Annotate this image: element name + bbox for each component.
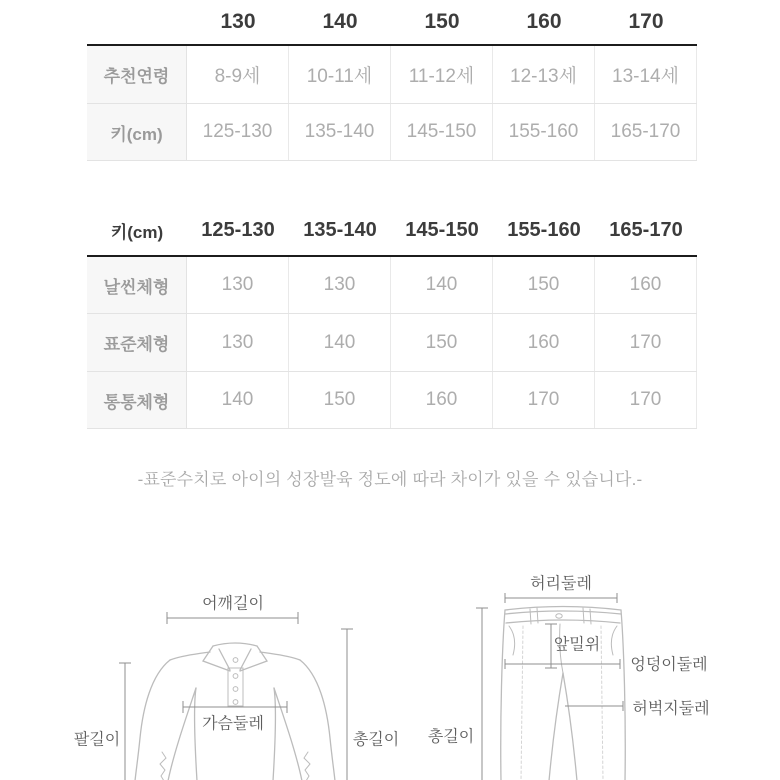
body-type-table-cell: 140 (289, 314, 391, 371)
size-age-table-cell: 135-140 (289, 104, 391, 160)
body-type-table-row-label: 표준체형 (87, 314, 187, 371)
body-type-table-column-header: 125-130 (201, 218, 275, 241)
shirt-chest-label: 가슴둘레 (202, 715, 264, 733)
body-type-table-row (87, 257, 697, 314)
measurement-lines (119, 593, 623, 780)
shirt-arm-label: 팔길이 (73, 731, 121, 749)
size-age-table-body (87, 44, 697, 161)
body-type-table-cell: 140 (187, 372, 289, 428)
size-age-table-cell: 165-170 (595, 104, 697, 160)
size-age-table-column-header: 170 (628, 10, 664, 33)
size-age-table-cell: 10-11세 (289, 46, 391, 103)
pants-rise-label: 앞밀위 (553, 636, 601, 654)
body-type-table-column-header: 155-160 (507, 218, 581, 241)
size-age-table (87, 0, 697, 161)
size-age-table-cell: 155-160 (493, 104, 595, 160)
size-age-table-cell: 125-130 (187, 104, 289, 160)
size-age-table-cell: 11-12세 (391, 46, 493, 103)
body-type-table-cell: 170 (493, 372, 595, 428)
body-type-table-cell: 160 (595, 257, 697, 313)
size-age-table-column-header: 130 (220, 10, 256, 33)
shirt-length-label: 총길이 (352, 731, 400, 749)
body-type-table-corner: 키(cm) (110, 222, 164, 242)
size-age-table-row-label: 추천연령 (87, 46, 187, 103)
size-note: -표준수치로 아이의 성장발육 정도에 따라 차이가 있을 수 있습니다.- (137, 470, 643, 489)
body-type-table-cell: 170 (595, 314, 697, 371)
pants-length-label: 총길이 (427, 728, 475, 746)
size-age-table-column-header: 140 (322, 10, 358, 33)
body-type-table-cell: 170 (595, 372, 697, 428)
body-type-table (87, 205, 697, 429)
body-type-table-row (87, 372, 697, 429)
body-type-table-row-label: 날씬체형 (87, 257, 187, 313)
size-age-table-column-header: 160 (526, 10, 562, 33)
body-type-table-cell: 130 (187, 314, 289, 371)
body-type-table-cell: 160 (493, 314, 595, 371)
body-type-table-cell: 150 (391, 314, 493, 371)
body-type-table-row-label: 통통체형 (87, 372, 187, 428)
shirt-shoulder-label: 어깨길이 (202, 595, 264, 613)
size-age-table-column-header: 150 (424, 10, 460, 33)
body-type-table-cell: 130 (187, 257, 289, 313)
size-age-table-cell: 8-9세 (187, 46, 289, 103)
size-age-table-cell: 145-150 (391, 104, 493, 160)
size-age-table-corner (87, 0, 187, 44)
size-age-table-cell: 13-14세 (595, 46, 697, 103)
body-type-table-cell: 160 (391, 372, 493, 428)
body-type-table-column-header: 135-140 (303, 218, 377, 241)
body-type-table-body (87, 255, 697, 429)
measurement-figures (0, 556, 780, 780)
body-type-table-cell: 150 (493, 257, 595, 313)
body-type-table-cell: 150 (289, 372, 391, 428)
body-type-table-cell: 130 (289, 257, 391, 313)
body-type-table-column-header: 165-170 (609, 218, 683, 241)
body-type-table-row (87, 314, 697, 372)
size-age-table-row (87, 104, 697, 161)
body-type-table-cell: 140 (391, 257, 493, 313)
size-age-table-header (87, 0, 697, 44)
body-type-table-column-header: 145-150 (405, 218, 479, 241)
body-type-table-header (87, 205, 697, 255)
pants-waist-label: 허리둘레 (530, 575, 592, 593)
size-age-table-row-label: 키(cm) (87, 104, 187, 160)
size-age-table-row (87, 46, 697, 104)
pants-hip-label: 엉덩이둘레 (630, 656, 708, 674)
size-age-table-cell: 12-13세 (493, 46, 595, 103)
pants-thigh-label: 허벅지둘레 (632, 700, 710, 718)
